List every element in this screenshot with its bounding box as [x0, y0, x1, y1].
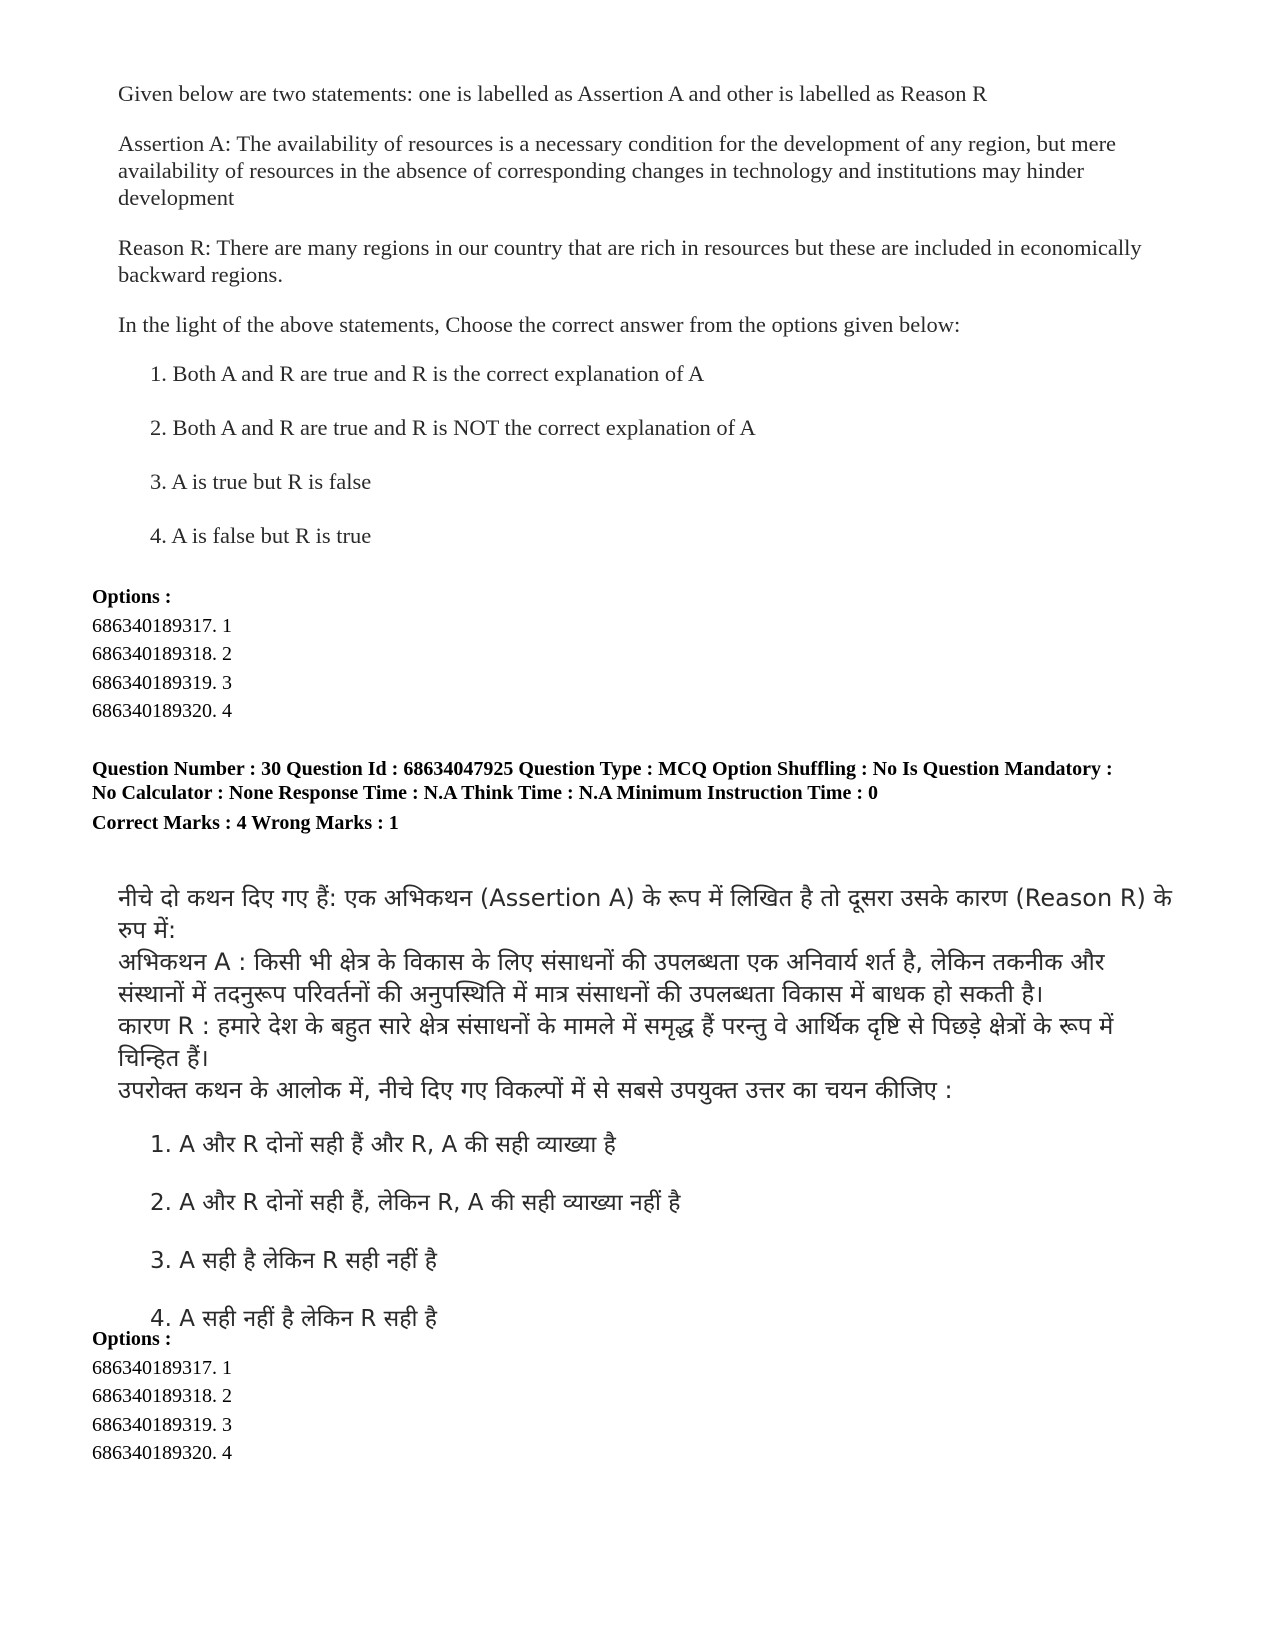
- english-question-block: [118, 80, 1178, 576]
- option-id: 686340189318. 2: [92, 643, 232, 665]
- option-id: 686340189317. 1: [92, 1356, 232, 1379]
- answer-choices-list: [118, 1130, 1178, 1334]
- assertion-text: Assertion A: The availability of resources is a necessary condition for the development of any region, but mere availability of resources in the absence of corresponding changes in technology and institutions may hinder development: [118, 131, 1117, 210]
- question-intro: Given below are two statements: one is labelled as Assertion A and other is labelled as Reason R: [118, 81, 988, 106]
- question-meta-line: No Calculator : None Response Time : N.A Think Time : N.A Minimum Instruction Time : 0: [92, 782, 878, 804]
- options-block: [92, 583, 1192, 726]
- reason-text: Reason R: There are many regions in our country that are rich in resources but these are included in economically backward regions.: [118, 235, 1142, 287]
- option-id: 686340189320. 4: [92, 1442, 232, 1464]
- option-id: 686340189319. 3: [92, 671, 232, 694]
- answer-choice: 3. A is true but R is false: [150, 469, 372, 494]
- question-intro: नीचे दो कथन दिए गए हैं: एक अभिकथन (Assertion A) के रूप में लिखित है तो दूसरा उसके कारण (Reason R) के रुप में:: [118, 884, 1172, 944]
- options-label: Options :: [92, 586, 172, 608]
- answer-choice: 3. A सही है लेकिन R सही नहीं है: [150, 1248, 437, 1274]
- question-meta-line: Question Number : 30 Question Id : 68634047925 Question Type : MCQ Option Shuffling : No Is Question Mandatory :: [92, 758, 1113, 780]
- answer-choice: 1. A और R दोनों सही हैं और R, A की सही व्याख्या है: [150, 1132, 616, 1158]
- answer-choice: 4. A सही नहीं है लेकिन R सही है: [150, 1306, 437, 1332]
- answer-choice: 4. A is false but R is true: [150, 523, 372, 548]
- reason-text: कारण R : हमारे देश के बहुत सारे क्षेत्र संसाधनों के मामले में समृद्ध हैं परन्तु वे आर्थिक दृष्टि से पिछड़े क्षेत्रों के रूप में चिन्हित हैं।: [118, 1012, 1114, 1072]
- options-label: Options :: [92, 1328, 172, 1350]
- question-prompt: In the light of the above statements, Choose the correct answer from the options given below:: [118, 312, 961, 337]
- hindi-question-block: [118, 882, 1178, 1362]
- answer-choice: 1. Both A and R are true and R is the correct explanation of A: [150, 361, 705, 386]
- question-prompt: उपरोक्त कथन के आलोक में, नीचे दिए गए विकल्पों में से सबसे उपयुक्त उत्तर का चयन कीजिए :: [118, 1076, 953, 1104]
- option-id: 686340189319. 3: [92, 1413, 232, 1436]
- assertion-text: अभिकथन A : किसी भी क्षेत्र के विकास के लिए संसाधनों की उपलब्धता एक अनिवार्य शर्त है, लेकिन तकनीक और संस्थानों में तदनुरूप परिवर्तनों की अनुपस्थिति में मात्र संसाधनों की उपलब्धता विकास में बाधक हो सकती है।: [118, 948, 1105, 1008]
- options-block: [92, 1325, 1192, 1468]
- answer-choice: 2. A और R दोनों सही हैं, लेकिन R, A की सही व्याख्या नहीं है: [150, 1190, 681, 1216]
- option-id: 686340189320. 4: [92, 700, 232, 722]
- question-metadata: [92, 757, 1192, 835]
- answer-choices-list: [118, 360, 1178, 549]
- marks-info: Correct Marks : 4 Wrong Marks : 1: [92, 812, 399, 834]
- answer-choice: 2. Both A and R are true and R is NOT the correct explanation of A: [150, 415, 756, 440]
- option-id: 686340189317. 1: [92, 614, 232, 637]
- option-id: 686340189318. 2: [92, 1385, 232, 1407]
